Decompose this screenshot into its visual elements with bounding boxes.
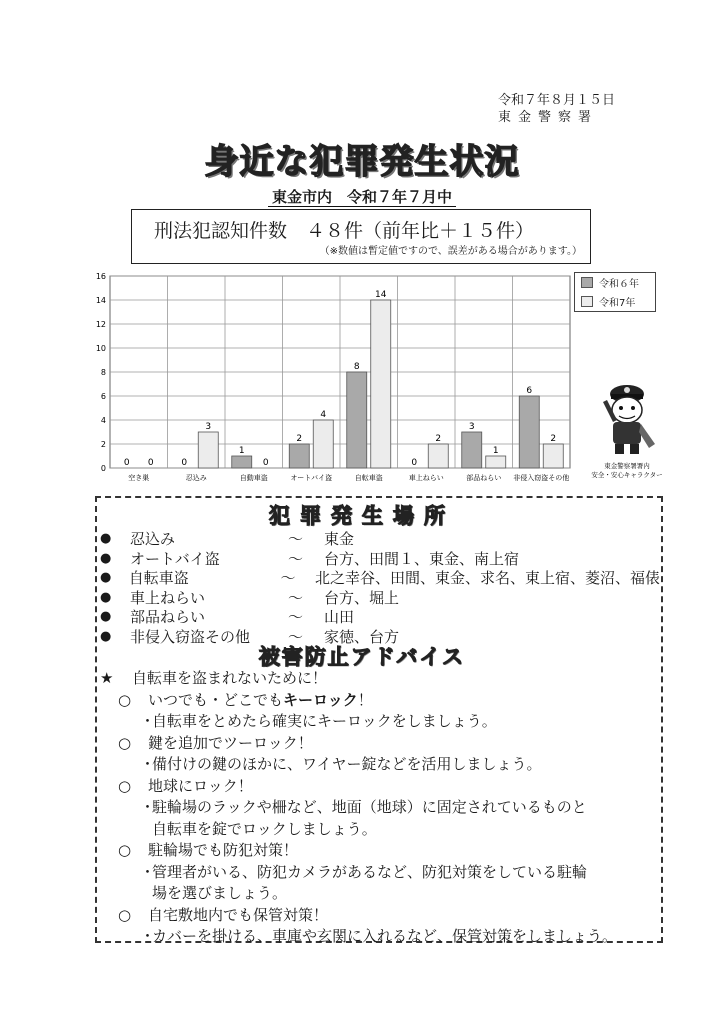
tip-title-text: 駐輪場でも防犯対策！: [148, 841, 299, 859]
x-tick-label: 忍込み: [185, 474, 207, 482]
bar: [543, 444, 563, 468]
tip-title: [148, 776, 253, 798]
tip-detail-text: 管理者がいる、防犯カメラがあるなど、防犯対策をしている駐輪: [152, 862, 588, 881]
bar: [313, 420, 333, 468]
issue-info: [498, 92, 638, 126]
circle-icon: ○: [118, 733, 132, 752]
summary-box: [131, 209, 591, 264]
tip-title: [148, 733, 313, 755]
tilde-separator: ～: [288, 588, 304, 607]
y-tick-label: 0: [100, 464, 106, 473]
tip-detail: [100, 711, 662, 733]
advice-tip: [100, 690, 662, 712]
advice-lead-text: 自転車を盗まれないために！: [132, 669, 328, 687]
tip-detail: [100, 797, 662, 819]
tip-detail-text: 自転車をとめたら確実にキーロックをしましょう。: [152, 712, 497, 730]
indent-spacer: [140, 819, 152, 841]
crime-places: 台方、田間１、東金、南上宿: [324, 549, 520, 568]
police-mascot: [589, 372, 665, 482]
subtitle-text: 東金市内 令和７年７月中: [268, 188, 456, 207]
crime-places: 北之幸谷、田間、東金、求名、東上宿、菱沼、福俵: [314, 569, 660, 588]
tip-detail-text: 自転車を錠でロックしましょう。: [152, 819, 377, 838]
crime-category: 自転車盗: [128, 569, 189, 588]
crime-count: 刑法犯認知件数 ４８件（前年比＋１５件）: [154, 220, 535, 242]
bar: [371, 300, 391, 468]
bar-value-label: 0: [181, 458, 188, 468]
location-row: [100, 529, 660, 549]
tip-title: [148, 905, 328, 927]
bar-value-label: 2: [296, 434, 303, 444]
mascot-caption-1: 東金警察署署内: [604, 462, 650, 470]
tilde-separator: ～: [280, 569, 296, 588]
bullet-icon: ●: [100, 589, 112, 605]
tip-title: [148, 840, 298, 862]
bar-value-label: 6: [526, 386, 533, 396]
bar-value-label: 2: [550, 434, 557, 444]
dot-icon: ・: [140, 927, 156, 945]
tip-detail: [100, 926, 662, 948]
bar: [347, 372, 367, 468]
crime-places: 山田: [324, 608, 355, 627]
crime-category: 非侵入窃盗その他: [130, 627, 251, 646]
bar-value-label: 0: [123, 458, 130, 468]
bar-value-label: 1: [238, 446, 245, 456]
legend-item-curr: [575, 292, 655, 311]
circle-icon: ○: [118, 776, 132, 795]
tip-detail: [100, 819, 662, 841]
location-row: [100, 568, 660, 588]
bar-value-label: 8: [353, 362, 360, 372]
dot-icon: ・: [140, 755, 156, 773]
x-tick-label: 部品ねらい: [466, 474, 502, 482]
legend-label-prev: 令和６年: [599, 279, 639, 290]
location-row: [100, 549, 660, 569]
bar: [486, 456, 506, 468]
crime-places: 家徳、台方: [324, 627, 400, 646]
advice-list: [100, 668, 662, 948]
tip-detail-text: カバーを掛ける、車庫や玄関に入れるなど、保管対策をしましょう。: [152, 927, 618, 945]
legend-swatch-prev: [581, 277, 593, 288]
tip-detail-text: 備付けの鍵のほかに、ワイヤー錠などを活用しましょう。: [152, 755, 542, 773]
y-tick-label: 12: [95, 320, 106, 329]
circle-icon: ○: [118, 905, 132, 924]
tip-title-suffix: ！: [357, 690, 373, 709]
mascot-figure-icon: [603, 385, 655, 454]
bullet-icon: ●: [100, 570, 112, 586]
tilde-separator: ～: [288, 608, 304, 627]
crime-category: 忍込み: [130, 530, 176, 549]
issue-date: 令和７年８月１５日: [498, 93, 616, 108]
x-tick-label: 車上ねらい: [408, 474, 444, 482]
issuer-name: 東金警察署: [498, 110, 599, 125]
bar-value-label: 14: [375, 290, 387, 300]
tip-title: [148, 690, 373, 712]
location-list: [100, 529, 660, 646]
tip-title-text: 鍵を追加でツーロック！: [148, 733, 313, 752]
subtitle: [0, 186, 724, 207]
bullet-icon: ●: [100, 609, 112, 625]
tip-title-emphasis: キーロック: [283, 690, 358, 709]
dot-icon: ・: [140, 862, 156, 881]
y-tick-label: 2: [100, 440, 106, 449]
tip-title-text: 自宅敷地内でも保管対策！: [148, 905, 329, 924]
location-row: [100, 607, 660, 627]
advice-tip: [100, 776, 662, 798]
bar-value-label: 3: [205, 422, 212, 432]
x-tick-label: 自転車盗: [354, 474, 383, 482]
tip-title-text: いつでも・どこでも: [148, 690, 284, 709]
tip-detail: [100, 862, 662, 884]
tip-detail: [100, 883, 662, 905]
dot-icon: ・: [140, 712, 156, 730]
legend-item-prev: [575, 273, 655, 292]
bar-value-label: 2: [435, 434, 442, 444]
bar-value-label: 0: [411, 458, 418, 468]
crime-category: オートバイ盗: [130, 549, 220, 568]
y-tick-label: 14: [95, 296, 106, 305]
advice-lead: [100, 668, 662, 690]
x-tick-label: 自動車盗: [239, 474, 268, 482]
crime-category: 車上ねらい: [130, 588, 206, 607]
bar: [232, 456, 252, 468]
dot-icon: ・: [140, 798, 156, 816]
bullet-icon: ●: [100, 628, 112, 644]
bar-value-label: 1: [492, 446, 499, 456]
y-tick-label: 8: [100, 368, 106, 377]
bar-value-label: 0: [262, 458, 269, 468]
tilde-separator: ～: [288, 549, 304, 568]
advice-heading: 被害防止アドバイス: [258, 645, 466, 669]
crime-category: 部品ねらい: [130, 608, 206, 627]
crime-places: 台方、堀上: [324, 588, 400, 607]
chart-legend: [574, 272, 656, 312]
provisional-note: （※数値は暫定値ですので、誤差がある場合があります。）: [319, 246, 582, 257]
x-tick-label: 空き巣: [128, 474, 150, 482]
x-tick-label: オートバイ盗: [290, 474, 333, 482]
bullet-icon: ●: [100, 531, 112, 547]
tip-detail-text: 駐輪場のラックや柵など、地面（地球）に固定されているものと: [152, 798, 587, 816]
bar: [428, 444, 448, 468]
legend-swatch-curr: [581, 296, 593, 307]
tip-detail: [100, 754, 662, 776]
bar-value-label: 0: [147, 458, 154, 468]
indent-spacer: [140, 883, 152, 905]
bar: [462, 432, 482, 468]
mascot-caption-2: 安全・安心キャラクター: [591, 471, 663, 479]
star-icon: ★: [100, 669, 114, 687]
location-row: [100, 588, 660, 608]
bar-value-label: 3: [468, 422, 475, 432]
bar: [289, 444, 309, 468]
tip-title-text: 地球にロック！: [148, 776, 253, 795]
tip-detail-text: 場を選びましょう。: [152, 884, 288, 902]
circle-icon: ○: [118, 841, 132, 859]
tilde-separator: ～: [288, 627, 304, 646]
y-tick-label: 16: [95, 272, 106, 281]
crime-places: 東金: [324, 530, 355, 549]
advice-tip: [100, 840, 662, 862]
bullet-icon: ●: [100, 550, 112, 566]
y-tick-label: 10: [95, 344, 106, 353]
y-tick-label: 6: [100, 392, 106, 401]
locations-heading: 犯罪発生場所: [269, 504, 455, 528]
advice-tip: [100, 733, 662, 755]
advice-tip: [100, 905, 662, 927]
bar-value-label: 4: [320, 410, 327, 420]
x-tick-label: 非侵入窃盗その他: [513, 474, 570, 482]
legend-label-curr: 令和7年: [599, 298, 636, 309]
y-tick-label: 4: [100, 416, 106, 425]
bar: [198, 432, 218, 468]
tilde-separator: ～: [288, 530, 304, 549]
page-title: 身近な犯罪発生状況: [204, 142, 520, 182]
bar: [519, 396, 539, 468]
circle-icon: ○: [118, 690, 132, 709]
